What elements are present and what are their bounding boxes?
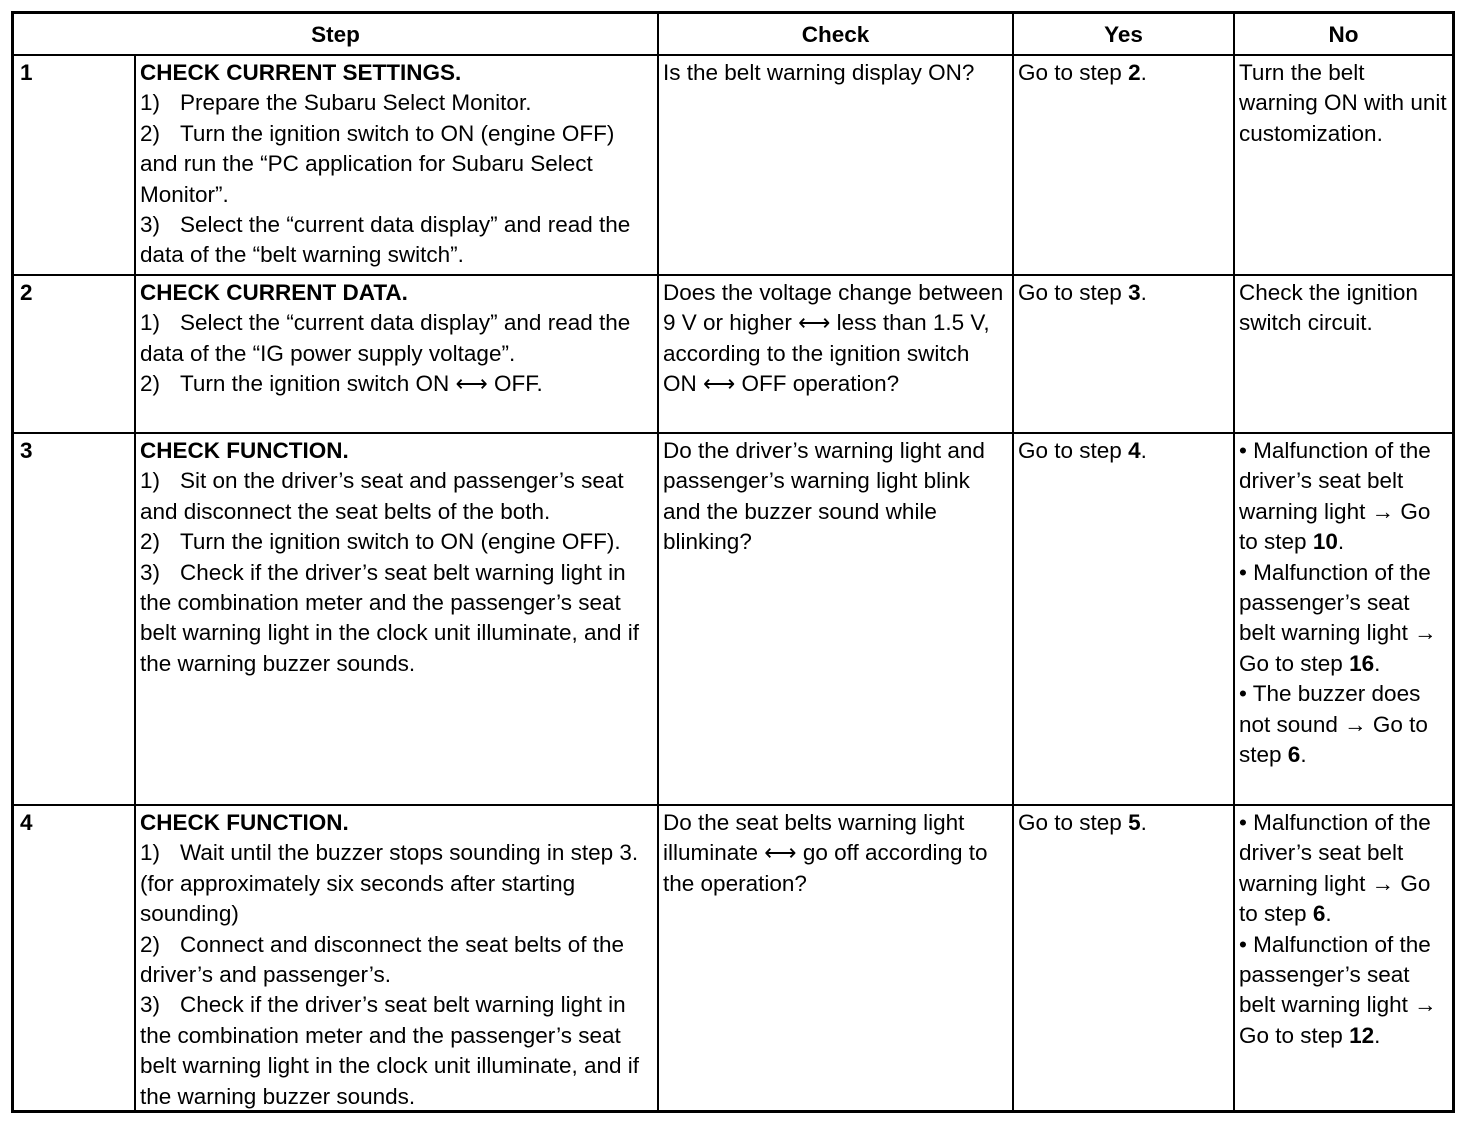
- no-list-item: [1239, 679, 1448, 770]
- check-cell: Does the voltage change between 9 V or higher ⟷ less than 1.5 V, according to the ignition switch ON ⟷ OFF operation?: [658, 275, 1013, 433]
- substep-text: Prepare the Subaru Select Monitor.: [180, 90, 532, 116]
- step-content: [135, 275, 658, 433]
- substep: [140, 558, 653, 680]
- diagnostic-table-frame: [11, 11, 1455, 1113]
- no-item-step: 16: [1349, 650, 1375, 676]
- step-number: 1: [14, 55, 135, 275]
- check-cell: Is the belt warning display ON?: [658, 55, 1013, 275]
- no-cell: Turn the belt warning ON with unit customization.: [1234, 55, 1452, 275]
- substep: [140, 88, 653, 118]
- yes-cell: [1013, 433, 1234, 805]
- substep-number: 3): [140, 559, 161, 585]
- step-number: 2: [14, 275, 135, 433]
- header-check: Check: [658, 14, 1013, 55]
- yes-cell: [1013, 805, 1234, 1112]
- substep-text: Select the “current data display” and read the data of the “IG power supply voltage”.: [140, 310, 631, 366]
- step-content: [135, 433, 658, 805]
- yes-prefix: Go to step: [1018, 60, 1129, 85]
- check-cell: Do the driver’s warning light and passenger’s warning light blink and the buzzer sound while blinking?: [658, 433, 1013, 805]
- yes-cell: [1013, 55, 1234, 275]
- no-item-end: .: [1374, 650, 1381, 676]
- yes-prefix: Go to step: [1018, 280, 1129, 305]
- yes-suffix: .: [1140, 60, 1147, 85]
- table-row: [14, 55, 1452, 275]
- no-item-step: 10: [1312, 529, 1338, 555]
- no-item-text: • The buzzer does not sound → Go to step: [1239, 681, 1428, 768]
- step-title: CHECK CURRENT SETTINGS.: [140, 60, 462, 85]
- no-list-item: [1239, 436, 1448, 558]
- no-item-step: 6: [1287, 742, 1301, 768]
- no-item-end: .: [1374, 1022, 1381, 1048]
- substep: [140, 838, 653, 929]
- header-no: No: [1234, 14, 1452, 55]
- substep-number: 2): [140, 529, 161, 555]
- substep: [140, 369, 653, 399]
- no-list-item: [1239, 930, 1448, 1052]
- substep: [140, 930, 653, 991]
- header-row: [14, 14, 1452, 55]
- substep-text: Wait until the buzzer stops sounding in step 3. (for approximately six seconds after starting sounding): [140, 840, 639, 927]
- no-item-step: 6: [1312, 901, 1326, 927]
- substep-number: 2): [140, 120, 161, 146]
- substep: [140, 990, 653, 1112]
- yes-suffix: .: [1140, 810, 1147, 835]
- yes-prefix: Go to step: [1018, 438, 1129, 463]
- no-cell: Check the ignition switch circuit.: [1234, 275, 1452, 433]
- no-item-text: • Malfunction of the passenger’s seat belt warning light → Go to step: [1239, 931, 1437, 1048]
- no-item-end: .: [1337, 529, 1345, 555]
- step-number: 4: [14, 805, 135, 1112]
- no-list-item: [1239, 558, 1448, 680]
- no-cell: [1234, 433, 1452, 805]
- substep-number: 1): [140, 310, 161, 336]
- table-row: [14, 433, 1452, 805]
- substep: [140, 466, 653, 527]
- header-yes: Yes: [1013, 14, 1234, 55]
- step-title: CHECK FUNCTION.: [140, 438, 349, 463]
- substep-number: 1): [140, 90, 161, 116]
- yes-suffix: .: [1140, 438, 1147, 463]
- step-content: [135, 55, 658, 275]
- substep-text: Turn the ignition switch to ON (engine OFF).: [180, 529, 621, 555]
- yes-step: 5: [1128, 810, 1141, 835]
- check-cell: Do the seat belts warning light illuminate ⟷ go off according to the operation?: [658, 805, 1013, 1112]
- no-item-end: .: [1300, 742, 1307, 768]
- substep-text: Sit on the driver’s seat and passenger’s seat and disconnect the seat belts of the both.: [140, 468, 624, 524]
- step-number: 3: [14, 433, 135, 805]
- substep-number: 2): [140, 931, 161, 957]
- substep: [140, 308, 653, 369]
- yes-cell: [1013, 275, 1234, 433]
- diagnostic-table: [14, 14, 1452, 1112]
- no-item-text: • Malfunction of the driver’s seat belt warning light → Go to step: [1239, 438, 1431, 555]
- substep-text: Connect and disconnect the seat belts of the driver’s and passenger’s.: [140, 931, 625, 988]
- substep-text: Turn the ignition switch to ON (engine OFF) and run the “PC application for Subaru Select Monitor”.: [140, 120, 615, 207]
- table-row: [14, 275, 1452, 433]
- table-row: [14, 805, 1452, 1112]
- substep-number: 1): [140, 468, 161, 494]
- step-title: CHECK FUNCTION.: [140, 810, 349, 835]
- substep-number: 3): [140, 992, 161, 1018]
- no-item-end: .: [1325, 901, 1332, 927]
- substep-text: Check if the driver’s seat belt warning light in the combination meter and the passenger’s seat belt warning light in the clock unit illuminate, and if the warning buzzer sounds.: [140, 559, 640, 676]
- yes-step: 2: [1128, 60, 1141, 85]
- substep-text: Turn the ignition switch ON ⟷ OFF.: [180, 371, 543, 397]
- substep-number: 2): [140, 371, 161, 397]
- yes-step: 4: [1128, 438, 1141, 463]
- substep: [140, 210, 653, 271]
- step-content: [135, 805, 658, 1112]
- substep: [140, 119, 653, 210]
- substep-number: 1): [140, 840, 161, 866]
- substep-text: Select the “current data display” and read the data of the “belt warning switch”.: [140, 212, 631, 268]
- no-item-step: 12: [1349, 1022, 1375, 1048]
- no-item-text: • Malfunction of the passenger’s seat belt warning light → Go to step: [1239, 559, 1437, 676]
- yes-prefix: Go to step: [1018, 810, 1129, 835]
- substep-text: Check if the driver’s seat belt warning light in the combination meter and the passenger’s seat belt warning light in the clock unit illuminate, and if the warning buzzer sounds.: [140, 992, 640, 1109]
- step-title: CHECK CURRENT DATA.: [140, 280, 408, 305]
- substep: [140, 527, 653, 557]
- no-item-text: • Malfunction of the driver’s seat belt warning light → Go to step: [1239, 810, 1431, 927]
- header-step: Step: [14, 14, 658, 55]
- yes-step: 3: [1128, 280, 1141, 305]
- yes-suffix: .: [1140, 280, 1147, 305]
- no-list-item: [1239, 808, 1448, 930]
- no-cell: [1234, 805, 1452, 1112]
- substep-number: 3): [140, 212, 161, 238]
